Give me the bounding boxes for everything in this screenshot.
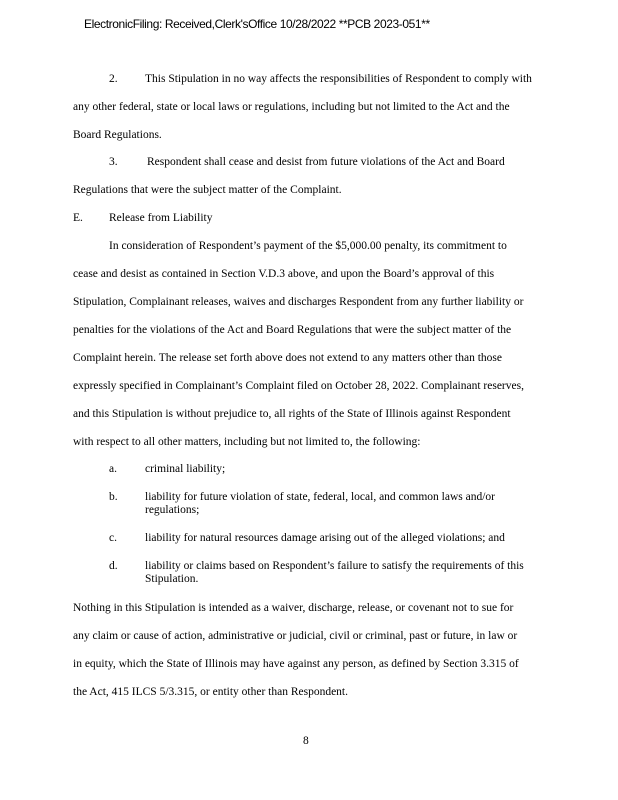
page-number: 8: [303, 735, 309, 747]
closing-line-3: in equity, which the State of Illinois may have against any person, as defined by Section 3.315 of: [73, 658, 519, 670]
release-line-5: Complaint herein. The release set forth above does not extend to any matters other than those: [73, 352, 502, 364]
list-item-letter: a.: [109, 463, 117, 475]
release-line-6: expressly specified in Complainant’s Complaint filed on October 28, 2022. Complainant reserves,: [73, 380, 524, 392]
release-line-8: with respect to all other matters, including but not limited to, the following:: [73, 436, 421, 448]
section-e-heading: Release from Liability: [109, 212, 213, 224]
release-line-7: and this Stipulation is without prejudice to, all rights of the State of Illinois against Respondent: [73, 408, 511, 420]
release-line-1: In consideration of Respondent’s payment of the $5,000.00 penalty, its commitment to: [109, 240, 507, 252]
release-line-2: cease and desist as contained in Section V.D.3 above, and upon the Board’s approval of this: [73, 268, 495, 280]
item-2-line-2: any other federal, state or local laws or regulations, including but not limited to the Act and the: [73, 101, 510, 113]
filing-stamp-header: ElectronicFiling: Received,Clerk'sOffice 10/28/2022 **PCB 2023-051**: [84, 17, 430, 31]
section-e-letter: E.: [73, 212, 83, 224]
list-item-text: criminal liability;: [145, 463, 226, 475]
release-line-4: penalties for the violations of the Act and Board Regulations that were the subject matter of the: [73, 324, 512, 336]
list-item-text: liability or claims based on Respondent’s failure to satisfy the requirements of this Stipulation.: [145, 560, 524, 585]
list-item-text: liability for future violation of state, federal, local, and common laws and/or regulations;: [145, 491, 496, 516]
list-item-text: liability for natural resources damage arising out of the alleged violations; and: [145, 532, 505, 544]
list-item-letter: b.: [109, 491, 118, 503]
closing-line-4: the Act, 415 ILCS 5/3.315, or entity other than Respondent.: [73, 686, 349, 698]
list-item-letter: c.: [109, 532, 117, 544]
list-item-letter: d.: [109, 560, 118, 572]
item-3-line-2: Regulations that were the subject matter of the Complaint.: [73, 184, 342, 196]
item-2-line-1: This Stipulation in no way affects the responsibilities of Respondent to comply with: [145, 73, 532, 85]
item-2-number: 2.: [109, 73, 118, 85]
release-line-3: Stipulation, Complainant releases, waives and discharges Respondent from any further liability or: [73, 296, 524, 308]
item-3-number: 3.: [109, 156, 118, 168]
item-2-line-3: Board Regulations.: [73, 129, 162, 141]
closing-line-1: Nothing in this Stipulation is intended as a waiver, discharge, release, or covenant not to sue for: [73, 602, 514, 614]
closing-line-2: any claim or cause of action, administrative or judicial, civil or criminal, past or future, in law or: [73, 630, 518, 642]
item-3-line-1: Respondent shall cease and desist from future violations of the Act and Board: [147, 156, 505, 168]
